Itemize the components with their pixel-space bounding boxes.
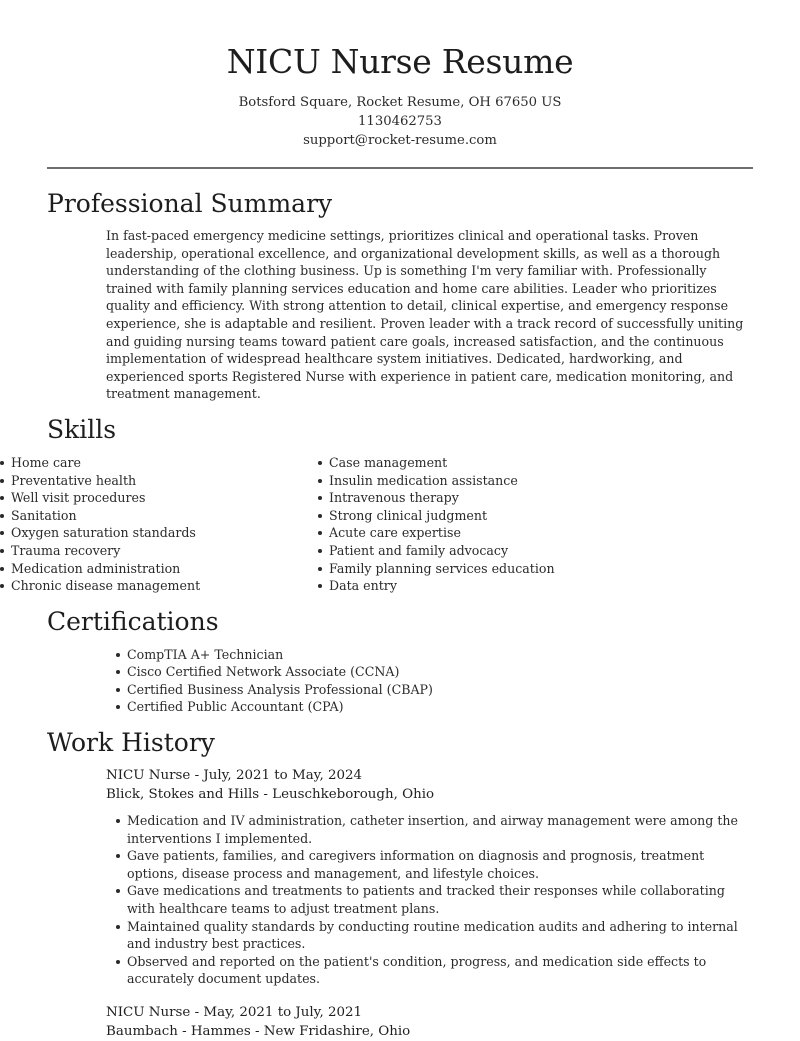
skill-item: Strong clinical judgment	[318, 507, 658, 525]
resume-header	[0, 0, 800, 150]
skill-item: Well visit procedures	[0, 489, 318, 507]
certification-item: Certified Business Analysis Professional (CBAP)	[116, 681, 800, 699]
certifications-heading: Certifications	[47, 606, 219, 636]
skill-item: Oxygen saturation standards	[0, 524, 318, 542]
duty-item: Observed and reported on the patient's condition, progress, and medication side effects to accurately document updates.	[116, 953, 753, 988]
skills-heading: Skills	[47, 414, 117, 444]
skill-item: Preventative health	[0, 472, 318, 490]
skill-item: Trauma recovery	[0, 542, 318, 560]
job-entry	[106, 766, 753, 988]
skill-item: Home care	[0, 454, 318, 472]
resume-title: NICU Nurse Resume	[226, 42, 574, 81]
skill-item: Medication administration	[0, 560, 318, 578]
skill-item: Intravenous therapy	[318, 489, 658, 507]
work-history-heading: Work History	[47, 728, 215, 758]
header-divider	[47, 167, 753, 169]
certification-item: Certified Public Accountant (CPA)	[116, 698, 800, 716]
skill-item: Acute care expertise	[318, 524, 658, 542]
job-duties-list	[116, 812, 753, 988]
job-company-location: Blick, Stokes and Hills - Leuschkeborough, Ohio	[106, 787, 435, 803]
skill-item: Case management	[318, 454, 658, 472]
duty-item: Medication and IV administration, catheter insertion, and airway management were among the interventions I implemented.	[116, 812, 753, 847]
contact-block	[0, 93, 800, 150]
skill-item: Patient and family advocacy	[318, 542, 658, 560]
contact-address: Botsford Square, Rocket Resume, OH 67650 US	[238, 95, 562, 110]
skill-item: Sanitation	[0, 507, 318, 525]
summary-heading: Professional Summary	[47, 189, 333, 218]
skill-item: Chronic disease management	[0, 577, 318, 595]
duty-item: Gave medications and treatments to patients and tracked their responses while collaborating with healthcare teams to adjust treatment plans.	[116, 882, 753, 917]
job-entry	[106, 1003, 753, 1041]
certification-item: Cisco Certified Network Associate (CCNA)	[116, 663, 800, 681]
skill-item: Insulin medication assistance	[318, 472, 658, 490]
job-title-dates: NICU Nurse - May, 2021 to July, 2021	[106, 1005, 363, 1020]
job-company-location: Baumbach - Hammes - New Fridashire, Ohio	[106, 1024, 411, 1039]
duty-item: Gave patients, families, and caregivers information on diagnosis and prognosis, treatment options, disease process and management, and lifestyle choices.	[116, 847, 753, 882]
contact-phone: 1130462753	[358, 114, 442, 129]
skills-column-right	[318, 454, 658, 595]
certifications-list	[116, 646, 800, 716]
skills-list	[0, 454, 800, 595]
duty-item: Maintained quality standards by conducting routine medication audits and adhering to internal and industry best practices.	[116, 918, 753, 953]
skill-item: Data entry	[318, 577, 658, 595]
skills-column-left	[0, 454, 318, 595]
summary-text: In fast-paced emergency medicine settings, prioritizes clinical and operational tasks. Proven leadership, operational excellence, and organizational development skills, as well as a thorough understanding of the clothing business. Up is something I'm very familiar with. Professionally trained with family planning services education and home care abilities. Leader who prioritizes quality and efficiency. With strong attention to detail, clinical expertise, and emergency response experience, she is adaptable and resilient. Proven leader with a track record of successfully uniting and guiding nursing teams toward patient care goals, increased satisfaction, and the continuous implementation of widespread healthcare system initiatives. Dedicated, hardworking, and experienced sports Registered Nurse with experience in patient care, medication monitoring, and treatment management.	[106, 228, 744, 402]
contact-email: support@rocket-resume.com	[303, 133, 497, 148]
certification-item: CompTIA A+ Technician	[116, 646, 800, 664]
skill-item: Family planning services education	[318, 560, 658, 578]
job-title-dates: NICU Nurse - July, 2021 to May, 2024	[106, 768, 363, 784]
